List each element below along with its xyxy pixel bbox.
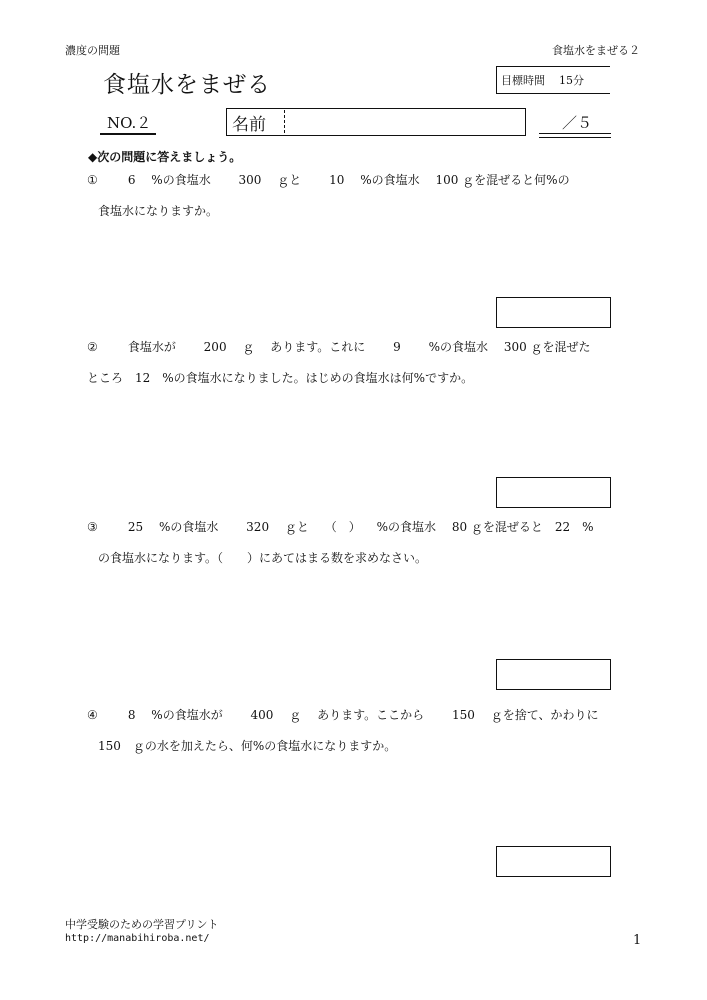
- question-number: ②: [87, 340, 98, 354]
- sheet-number: NO.２: [107, 114, 152, 132]
- answer-box-2[interactable]: [496, 477, 611, 508]
- header-sheet-title: 食塩水をまぜる２: [552, 44, 640, 57]
- name-divider: [284, 110, 285, 133]
- answer-box-4[interactable]: [496, 846, 611, 877]
- page-number: 1: [633, 933, 642, 948]
- answer-box-3[interactable]: [496, 659, 611, 690]
- footer-url[interactable]: http://manabihiroba.net/: [65, 933, 210, 944]
- instructions: ◆次の問題に答えましょう。: [88, 150, 242, 164]
- footer: [65, 918, 219, 946]
- sheet-number-underline: [100, 133, 156, 135]
- name-field[interactable]: [226, 108, 526, 136]
- target-time-value: 15分: [559, 74, 584, 87]
- question-number: ①: [87, 173, 98, 187]
- target-time-label: 目標時間: [501, 74, 545, 87]
- footer-caption: 中学受験のための学習プリント: [65, 918, 219, 931]
- score-total: ／５: [562, 114, 593, 132]
- answer-box-1[interactable]: [496, 297, 611, 328]
- page-title: 食塩水をまぜる: [103, 72, 271, 98]
- question-number: ④: [87, 708, 98, 722]
- score-underline-double: [539, 137, 611, 138]
- question-1: ① 6 %の食塩水 300 ｇと 10 %の食塩水 100 ｇを混ぜると何%の 食塩水になりますか。: [87, 165, 617, 227]
- name-label: 名前: [232, 115, 266, 135]
- target-time-box: [496, 66, 610, 94]
- header-category: 濃度の問題: [65, 44, 120, 57]
- question-3: ③ 25 %の食塩水 320 ｇと （ ） %の食塩水 80 ｇを混ぜると 22 % の食塩水になります。（ ）にあてはまる数を求めなさい。: [87, 512, 617, 574]
- question-number: ③: [87, 520, 98, 534]
- question-2: ② 食塩水が 200 ｇ あります。これに 9 %の食塩水 300 ｇを混ぜた ところ 12 %の食塩水になりました。はじめの食塩水は何%ですか。: [87, 332, 617, 394]
- question-4: ④ 8 %の食塩水が 400 ｇ あります。ここから 150 ｇを捨て、かわりに 150 ｇの水を加えたら、何%の食塩水になりますか。: [87, 700, 617, 762]
- score-underline: [539, 133, 611, 134]
